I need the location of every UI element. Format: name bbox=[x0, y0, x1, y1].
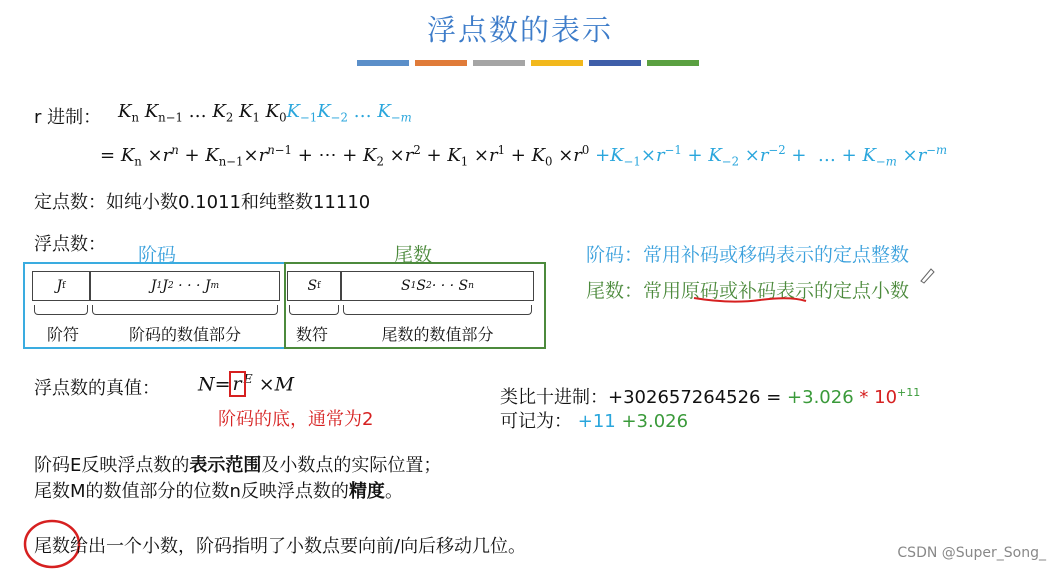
exponent-header: 阶码 bbox=[138, 244, 177, 266]
mant-sign-cell: S f bbox=[287, 271, 341, 301]
radix-polynomial: = $K_n \times r^n + K_{n-1}\times r^{n-1}$ + ⋯ + $K_2 \times r^2 + K_1 \times r^1 + K_0 \times r^0 +K_{-1}\times r^{-1} + K_{-2} \times r^{-2}$ + … + $K_{-m} \times r^{-m}$ bbox=[100, 143, 948, 169]
mant-value-label: 尾数的数值部分 bbox=[381, 325, 494, 344]
summary-line-1: 阶码E反映浮点数的表示范围及小数点的实际位置； bbox=[34, 455, 442, 476]
pen-cursor-icon bbox=[918, 266, 936, 284]
color-bar bbox=[531, 60, 583, 66]
decimal-record: 可记为： +11 +3.026 bbox=[500, 411, 689, 432]
brace bbox=[34, 305, 88, 315]
slide-title: 浮点数的表示 bbox=[426, 13, 613, 47]
brace bbox=[289, 305, 339, 315]
floating-label: 浮点数： bbox=[34, 234, 106, 255]
decimal-analogy: 类比十进制：$+302657264526 = +3.026 * 10^{+11}$ bbox=[500, 386, 921, 408]
brace bbox=[343, 305, 532, 315]
color-bar bbox=[647, 60, 699, 66]
mantissa-header: 尾数 bbox=[394, 244, 433, 266]
mantissa-note: 尾数：常用原码或补码表示的定点小数 bbox=[586, 280, 910, 302]
watermark: CSDN @Super_Song_ bbox=[897, 545, 1046, 561]
radix-label: r 进制： bbox=[34, 107, 102, 128]
color-bar bbox=[589, 60, 641, 66]
mant-sign-label: 数符 bbox=[295, 325, 328, 344]
fixed-point-text: 定点数：如纯小数0.1011和纯整数11110 bbox=[34, 192, 371, 213]
brace bbox=[92, 305, 278, 315]
summary-line-2: 尾数M的数值部分的位数n反映浮点数的精度。 bbox=[34, 481, 403, 502]
exp-digits-cell: J 1 J 2 · · · J m bbox=[90, 271, 280, 301]
color-bar-strip bbox=[357, 60, 699, 66]
mant-digits-cell: S 1 S 2 · · · S n bbox=[341, 271, 534, 301]
color-bar bbox=[473, 60, 525, 66]
radix-expansion-digits: $K_n$ $K_{n-1}$ … $K_2$ $K_1$ $K_0K_{-1}K_{-2}$ … $K_{-m}$ bbox=[118, 101, 412, 125]
color-bar bbox=[415, 60, 467, 66]
color-bar bbox=[357, 60, 409, 66]
true-value-label: 浮点数的真值： bbox=[34, 378, 160, 399]
exp-sign-label: 阶符 bbox=[46, 325, 79, 344]
exponent-note: 阶码：常用补码或移码表示的定点整数 bbox=[586, 244, 910, 266]
exp-sign-cell: J f bbox=[32, 271, 90, 301]
base-note: 阶码的底，通常为2 bbox=[218, 409, 374, 430]
true-value-formula: N= r $^E$ ×M bbox=[198, 372, 295, 396]
closing-sentence: 尾数给出一个小数，阶码指明了小数点要向前/向后移动几位。 bbox=[34, 536, 527, 557]
exp-value-label: 阶码的数值部分 bbox=[128, 325, 241, 344]
handwritten-underline bbox=[690, 292, 810, 306]
